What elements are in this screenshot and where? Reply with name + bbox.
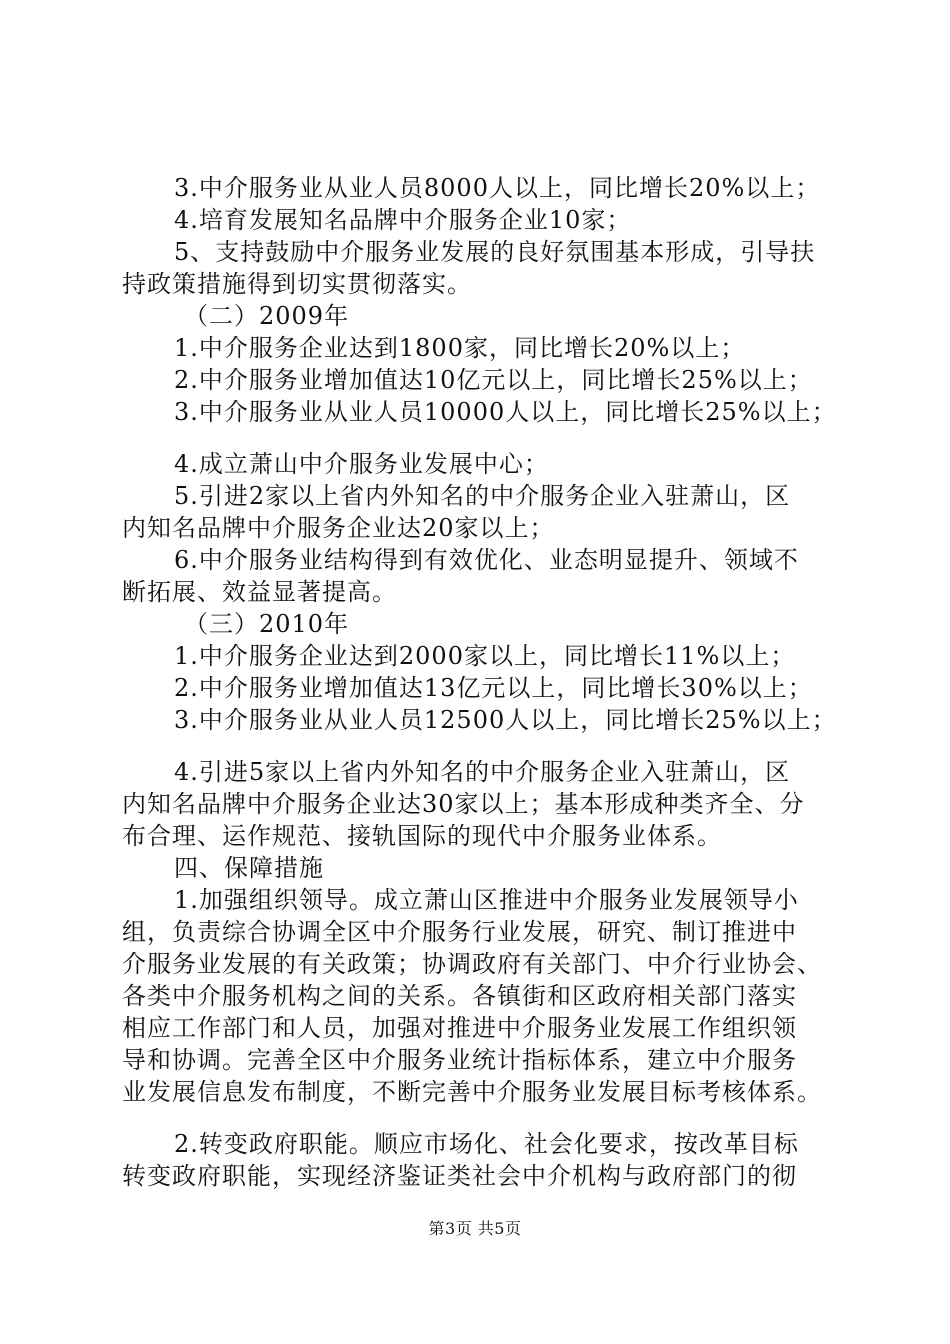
text-line: 业发展信息发布制度，不断完善中介服务业发展目标考核体系。 — [122, 1078, 822, 1106]
text-line: 相应工作部门和人员，加强对推进中介服务业发展工作组织领 — [122, 1014, 797, 1042]
text-line: 1.加强组织领导。成立萧山区推进中介服务业发展领导小 — [174, 886, 799, 914]
text-line: 5.引进2家以上省内外知名的中介服务企业入驻萧山，区 — [174, 482, 791, 510]
text-line: 2.中介服务业增加值达13亿元以上，同比增长30%以上； — [174, 674, 813, 702]
text-line: 1.中介服务企业达到1800家，同比增长20%以上； — [174, 334, 746, 362]
text-line: 内知名品牌中介服务企业达30家以上；基本形成种类齐全、分 — [122, 790, 805, 818]
text-line: 2.转变政府职能。顺应市场化、社会化要求，按改革目标 — [174, 1130, 799, 1158]
text-line: 1.中介服务企业达到2000家以上，同比增长11%以上； — [174, 642, 796, 670]
text-line: 5、支持鼓励中介服务业发展的良好氛围基本形成，引导扶 — [174, 238, 816, 266]
text-line: 各类中介服务机构之间的关系。各镇街和区政府相关部门落实 — [122, 982, 797, 1010]
document-body — [122, 172, 842, 1192]
section-heading: （二）2009年 — [184, 302, 350, 330]
text-line: 转变政府职能，实现经济鉴证类社会中介机构与政府部门的彻 — [122, 1162, 797, 1190]
text-line: 导和协调。完善全区中介服务业统计指标体系，建立中介服务 — [122, 1046, 797, 1074]
text-line: 4.引进5家以上省内外知名的中介服务企业入驻萧山，区 — [174, 758, 791, 786]
text-line: 2.中介服务业增加值达10亿元以上，同比增长25%以上； — [174, 366, 813, 394]
text-line: 3.中介服务业从业人员10000人以上，同比增长25%以上； — [174, 398, 837, 426]
text-line: 4.成立萧山中介服务业发展中心； — [174, 450, 549, 478]
text-line: 组，负责综合协调全区中介服务行业发展，研究、制订推进中 — [122, 918, 797, 946]
text-line: 6.中介服务业结构得到有效优化、业态明显提升、领域不 — [174, 546, 799, 574]
page-number-footer: 第3页 共5页 — [428, 1219, 522, 1238]
text-line: 3.中介服务业从业人员12500人以上，同比增长25%以上； — [174, 706, 837, 734]
text-line: 持政策措施得到切实贯彻落实。 — [122, 270, 472, 298]
text-line: 介服务业发展的有关政策；协调政府有关部门、中介行业协会、 — [122, 950, 822, 978]
text-line: 4.培育发展知名品牌中介服务企业10家； — [174, 206, 632, 234]
text-line: 3.中介服务业从业人员8000人以上，同比增长20%以上； — [174, 174, 821, 202]
text-line: 内知名品牌中介服务企业达20家以上； — [122, 514, 555, 542]
text-line: 断拓展、效益显著提高。 — [122, 578, 397, 606]
section-heading: 四、保障措施 — [174, 854, 324, 882]
section-heading: （三）2010年 — [184, 610, 350, 638]
text-line: 布合理、运作规范、接轨国际的现代中介服务业体系。 — [122, 822, 722, 850]
